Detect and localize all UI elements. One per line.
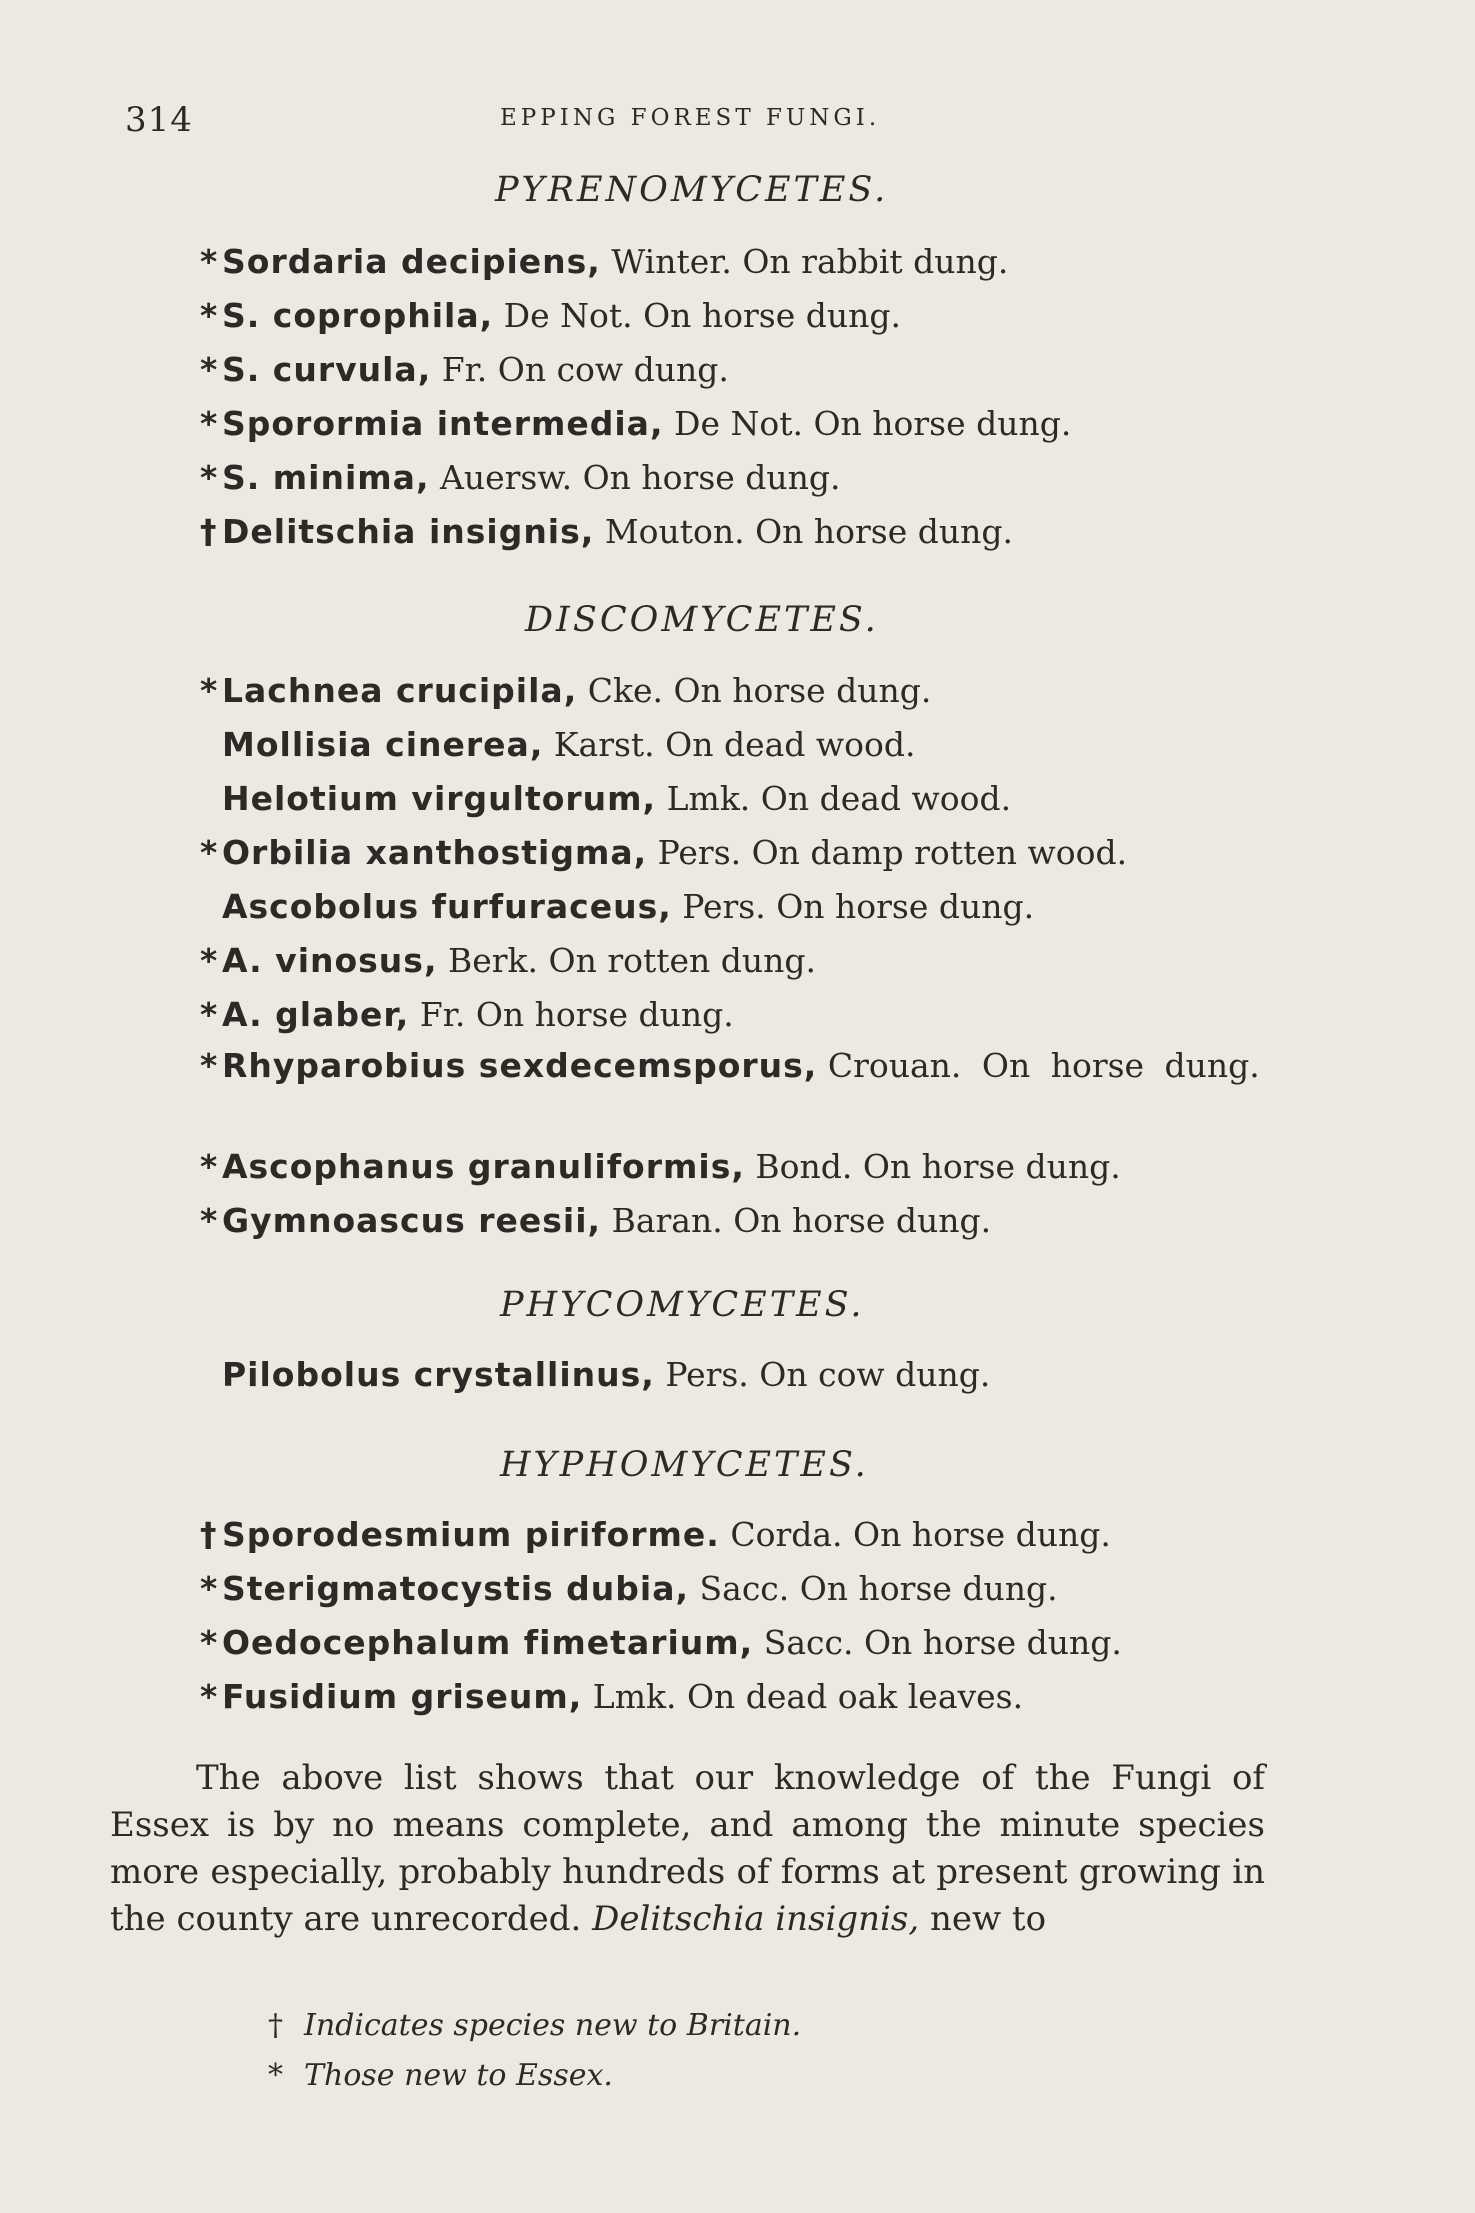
entry-mark: † (200, 1515, 217, 1554)
species-name: S. minima, (222, 458, 430, 497)
species-note: Crouan. On horse dung. (827, 1046, 1260, 1085)
entry-mark: * (200, 1147, 218, 1186)
footnote-britain (268, 2008, 801, 2043)
species-name: Rhyparobius sexdecemsporus, (222, 1046, 818, 1085)
running-head: EPPING FOREST FUNGI. (500, 105, 881, 131)
species-name: Orbilia xanthostigma, (222, 833, 648, 872)
footnote-symbol: * (268, 2058, 283, 2093)
species-note: Winter. On rabbit dung. (611, 242, 1009, 281)
species-note: Corda. On horse dung. (730, 1515, 1111, 1554)
species-entry (200, 1140, 1275, 1194)
species-entry (200, 1562, 1275, 1616)
section-title-pyrenomycetes: PYRENOMYCETES. (495, 170, 889, 210)
species-entry (200, 1616, 1275, 1670)
species-note: Fr. On cow dung. (441, 350, 729, 389)
species-entry (200, 397, 1275, 451)
species-entry (200, 826, 1275, 880)
species-note: De Not. On horse dung. (673, 404, 1072, 443)
species-name: S. coprophila, (222, 296, 494, 335)
species-name: Ascobolus furfuraceus, (222, 887, 672, 926)
species-name: Sporormia intermedia, (222, 404, 664, 443)
species-note: Lmk. On dead wood. (666, 779, 1012, 818)
paragraph-text-end: new to (929, 1899, 1047, 1939)
species-entry (200, 988, 1275, 1042)
species-name: Pilobolus crystallinus, (222, 1355, 655, 1394)
entry-mark: * (200, 995, 218, 1034)
species-entry (200, 289, 1275, 343)
species-name: Oedocephalum fimetarium, (222, 1623, 754, 1662)
species-note: Mouton. On horse dung. (604, 512, 1013, 551)
species-name: Ascophanus granuliformis, (222, 1147, 745, 1186)
footnote-text: Indicates species new to Britain. (304, 2008, 802, 2043)
species-entry (200, 343, 1275, 397)
species-name: Mollisia cinerea, (222, 725, 544, 764)
species-note: Sacc. On horse dung. (763, 1623, 1122, 1662)
species-name: Sporodesmium piriforme. (222, 1515, 720, 1554)
species-entry (200, 1042, 1270, 1090)
entry-mark: * (200, 1201, 218, 1240)
page-number: 314 (125, 100, 193, 140)
species-note: Pers. On cow dung. (665, 1355, 991, 1394)
species-entry (200, 1348, 1275, 1402)
species-note: Berk. On rotten dung. (447, 941, 816, 980)
species-note: Karst. On dead wood. (553, 725, 916, 764)
species-note: Lmk. On dead oak leaves. (592, 1677, 1024, 1716)
species-note: Baran. On horse dung. (611, 1201, 992, 1240)
paragraph-italic-species: Delitschia insignis, (592, 1899, 920, 1939)
species-entry (200, 451, 1275, 505)
footnote-essex (268, 2058, 613, 2093)
species-entry (200, 1194, 1275, 1248)
species-entry (200, 235, 1275, 289)
species-name: Helotium virgultorum, (222, 779, 657, 818)
entry-mark: * (200, 1569, 218, 1608)
species-entry (200, 880, 1275, 934)
species-name: Sordaria decipiens, (222, 242, 601, 281)
species-note: Fr. On horse dung. (419, 995, 734, 1034)
species-name: A. glaber, (222, 995, 410, 1034)
section-title-discomycetes: DISCOMYCETES. (525, 600, 879, 640)
species-name: A. vinosus, (222, 941, 438, 980)
species-note: Sacc. On horse dung. (699, 1569, 1058, 1608)
entry-mark: * (200, 296, 218, 335)
species-name: Gymnoascus reesii, (222, 1201, 602, 1240)
species-name: Fusidium griseum, (222, 1677, 583, 1716)
entry-mark: * (200, 1623, 218, 1662)
species-entry (200, 1508, 1275, 1562)
entry-mark: * (200, 1677, 218, 1716)
entry-mark: * (200, 671, 218, 710)
body-paragraph (110, 1755, 1265, 1943)
section-title-hyphomycetes: HYPHOMYCETES. (500, 1445, 869, 1485)
species-note: Pers. On damp rotten wood. (657, 833, 1128, 872)
entry-mark: * (200, 242, 218, 281)
entry-mark: * (200, 941, 218, 980)
species-note: De Not. On horse dung. (503, 296, 901, 335)
species-name: Lachnea crucipila, (222, 671, 578, 710)
entry-mark: * (200, 1046, 218, 1085)
species-name: Sterigmatocystis dubia, (222, 1569, 690, 1608)
footnote-symbol: † (268, 2008, 283, 2043)
species-name: Delitschia insignis, (222, 512, 595, 551)
entry-mark: * (200, 458, 218, 497)
species-entry (200, 1670, 1275, 1724)
species-note: Auersw. On horse dung. (439, 458, 841, 497)
entry-mark: * (200, 833, 218, 872)
species-note: Cke. On horse dung. (587, 671, 932, 710)
section-title-phycomycetes: PHYCOMYCETES. (500, 1285, 865, 1325)
species-entry (200, 505, 1275, 559)
species-note: Bond. On horse dung. (755, 1147, 1121, 1186)
entry-mark: * (200, 404, 218, 443)
footnote-text: Those new to Essex. (304, 2058, 613, 2093)
species-entry (200, 718, 1275, 772)
species-note: Pers. On horse dung. (682, 887, 1035, 926)
entry-mark: * (200, 350, 218, 389)
species-entry (200, 772, 1275, 826)
species-name: S. curvula, (222, 350, 432, 389)
paragraph-text: The above list shows that our knowledge of the Fungi of Essex is by no means complete, and among the minute species more especially, probably hundreds of forms at present growing in the county are unrecorded. (110, 1758, 1265, 1939)
species-entry (200, 934, 1275, 988)
species-entry (200, 664, 1275, 718)
entry-mark: † (200, 512, 217, 551)
